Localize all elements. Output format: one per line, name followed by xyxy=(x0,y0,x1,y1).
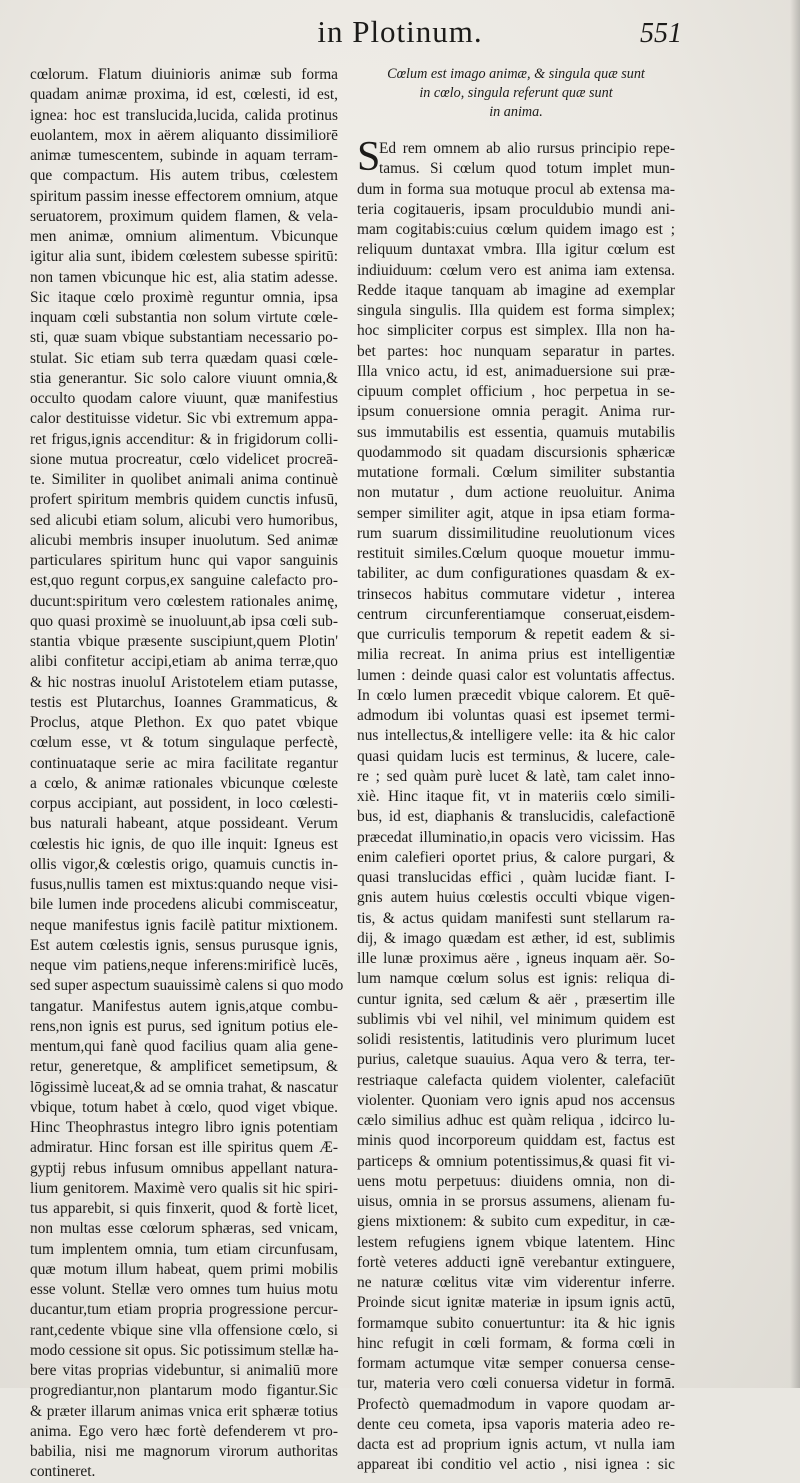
text-line: ille lunæ proximus aëre , igneus inquam aër. So- xyxy=(357,950,675,967)
text-line: babilia, nisi me magnorum virorum authoritas xyxy=(30,1443,338,1460)
text-line: modo cessione sit opus. Sic potissimum stellæ ha- xyxy=(30,1341,339,1359)
text-line: quodammodo sit quadam discursionis sphæricæ xyxy=(357,443,675,461)
text-line: sus immutabilis est essentia, quamuis mutabilis xyxy=(357,423,675,441)
text-line: trinsecos habitus commutare videtur , interea xyxy=(357,585,675,603)
text-line: vbique, totum habet à cœlo, quod viget vbique. xyxy=(30,1098,338,1116)
text-line: neque vim patiens,neque inferens:mirificè lucēs, xyxy=(30,957,338,974)
text-line: nus intellectus,& intelligere velle: ita & hic calor xyxy=(357,727,675,745)
text-line: violenter. Quoniam vero ignis apud nos accensus xyxy=(357,1091,675,1109)
text-line: solidi resistentis, latitudinis vero plurimum lucet xyxy=(357,1031,675,1048)
text-line: Cœlum est imago animæ, & singula quæ sunt xyxy=(387,66,645,82)
left-column xyxy=(30,65,344,1483)
text-line: seruatorem, proximum quidem flamen, & vela- xyxy=(30,207,338,225)
text-line: minis quod incorporeum quiddam est, factus est xyxy=(357,1132,675,1150)
text-line: ne naturæ cœlitus vitæ vim viderentur inferre. xyxy=(357,1274,675,1291)
text-line: quæ motum illum habeat, quem primi mobilis xyxy=(30,1260,338,1278)
text-line: quasi translucidas effici , quàm lucidæ fiant. I- xyxy=(357,869,675,886)
text-line: bet partes: hoc nunquam separatur in partes. xyxy=(357,342,675,360)
text-line: tur, materia vero cœli conuersa videtur in formā. xyxy=(357,1375,675,1393)
text-line: præcedat illuminatio,in opacis vero vicissim. Has xyxy=(357,828,675,846)
text-line: milia recreat. In anima prius est intelligentiæ xyxy=(357,646,675,664)
text-line: ducunt:spiritum vero cœlestem rationales animę, xyxy=(30,592,338,610)
text-line: tabiliter, ac dum configurationes quasdam & ex- xyxy=(357,565,675,583)
text-line: retur, generetque, & amplificet semetipsum, & xyxy=(30,1058,338,1076)
text-line: continuataque serie ac mira facilitate regantur xyxy=(30,754,338,772)
text-line: a cœlo, & animæ rationales vbicunque cœleste xyxy=(30,774,338,792)
text-line: euolantem, mox in aërem aliquanto dissimiliorē xyxy=(30,126,338,144)
text-line: Est autem cœlestis ignis, sensus purusque ignis, xyxy=(30,936,338,954)
text-line: formam actumque vitæ semper conuersa cense- xyxy=(357,1355,675,1372)
text-line: semper similiter agit, atque in ipsa etiam forma- xyxy=(357,504,675,522)
text-line: calor destituisse videtur. Sic vbi extremum appa- xyxy=(30,410,338,428)
text-line: xiè. Hinc itaque fit, vt in materiis cœlo simili- xyxy=(357,788,675,805)
text-line: lum namque cœlum solus est ignis: reliqua di- xyxy=(357,970,675,988)
text-line: & hic nostras inuoluI Aristotelem etiam putasse, xyxy=(30,673,338,691)
text-line: tis, & actus quidam manifesti sunt stellarum ra- xyxy=(357,909,675,927)
text-line: sed alicubi etiam solum, alicubi vero humoribus, xyxy=(30,511,338,529)
text-line: uens motu perpetuus: diuidens omnia, non di- xyxy=(357,1172,675,1190)
text-line: sione mutua procreatur, cœlo videlicet procreā- xyxy=(30,450,338,468)
text-line: tus apparebit, si quis finxerit, quod & fortè licet, xyxy=(30,1200,338,1217)
text-line: ducantur,tum etiam propria progressione percur- xyxy=(30,1301,338,1319)
text-line: bile lumen inde procedens alicubi commisceatur, xyxy=(30,896,338,914)
text-line: cœlum esse, vt & totum singulaque perfectè, xyxy=(30,734,338,752)
text-line: fusus,nullis tamen est mixtus:quando neque visi- xyxy=(30,876,338,893)
text-line: que compactum. His autem tribus, cœlestem xyxy=(30,167,338,185)
text-line: rens,non ignis est purus, sed ignitum potius ele- xyxy=(30,1017,338,1035)
text-line: esse volunt. Stellæ vero omnes tum huius motu xyxy=(30,1281,338,1298)
text-line: lumen : deinde quasi calor est voluntatis affectus. xyxy=(357,666,675,684)
text-line: Ed rem omnem ab alio rursus principio repe- xyxy=(379,140,675,157)
text-line: Sic itaque cœlo proximè reguntur omnia, ipsa xyxy=(30,288,338,306)
text-line: reliquum duntaxat vmbra. Illa igitur cœlum est xyxy=(357,241,675,259)
text-line: bere vitas proprias videbuntur, si animaliū more xyxy=(30,1362,338,1379)
text-line: non mutatur , dum actione reuoluitur. Anima xyxy=(357,484,675,502)
text-line: restituit similes.Cœlum quoque mouetur immu- xyxy=(357,545,675,562)
page-header xyxy=(0,14,800,64)
text-line: tamus. Si cœlum quod totum implet mun- xyxy=(379,160,675,178)
text-line: Hinc Theophrastus integro libro ignis potentiam xyxy=(30,1119,338,1136)
drop-cap: S xyxy=(357,134,381,180)
text-line: rant,cedente vbique sine vlla offensione cœlo, si xyxy=(30,1321,338,1339)
text-line: centrum circunferentiamque conseruat,eisdem- xyxy=(357,605,675,623)
text-line: re ; sed quàm purè lucet & latè, tam calet inno- xyxy=(357,767,675,785)
text-line: ignea: hoc est translucida,lucida, calida protinus xyxy=(30,106,338,124)
text-line: dacta est ad proprium ignis actum, vt nulla iam xyxy=(357,1436,675,1453)
text-line: occulto quodam calore viuunt, quæ manifestius xyxy=(30,390,338,407)
text-line: fortè veteres adducti ignē verebantur extinguere, xyxy=(357,1253,675,1271)
text-line: sublimis vbi vel nihil, vel minimum quidem est xyxy=(357,1010,675,1028)
text-line: purius, caletque suauius. Aqua vero & terra, ter- xyxy=(357,1051,675,1069)
marginal-note xyxy=(357,65,675,122)
text-line: quo quasi proximè se inuoluunt,ab ipsa cœli sub- xyxy=(30,612,338,630)
text-line: In cœlo lumen præcedit vbique calorem. Et quē- xyxy=(357,686,675,704)
running-head: in Plotinum. xyxy=(317,14,483,49)
text-line: Profectò quemadmodum in vapore quodam ar- xyxy=(357,1395,675,1413)
text-line: ret frigus,ignis accenditur: & in frigidorum colli- xyxy=(30,430,338,448)
text-line: dij, & imago quædam est æther, id est, sublimis xyxy=(357,929,675,947)
text-line: inquam cœli substantia non solum virtute cœle- xyxy=(30,309,338,326)
text-line: enim calefieri oportet prius, & calore purgari, & xyxy=(357,848,675,866)
right-column xyxy=(357,65,675,1476)
text-line: sti, quæ suam vbique substantiam necessario po- xyxy=(30,329,338,347)
text-line: cuntur ignita, sed cælum & aër , præsertim ille xyxy=(357,990,675,1008)
right-column-text xyxy=(357,180,675,1476)
text-line: appareat ibi conditio vel actio , nisi ignea : sic xyxy=(357,1456,675,1474)
text-line: bus naturali habeant, atque possideant. Verum xyxy=(30,815,338,833)
text-line: teria cogitaueris, ipsam proculdubio mundi ani- xyxy=(357,200,675,218)
text-line: cipuum complet officium , hoc perpetua in se- xyxy=(357,383,675,400)
text-line: animæ tumescentem, subinde in aquam terram- xyxy=(30,147,338,164)
text-line: que curriculis temporum & repetit eadem & si- xyxy=(357,626,675,643)
text-line: mentum,qui fanè quod facilius quam alia gene- xyxy=(30,1038,338,1055)
text-line: admodum ibi voluntas quasi est ipsemet termi- xyxy=(357,707,675,724)
text-line: rum suarum dissimilitudine reuolutionum vices xyxy=(357,524,675,542)
text-line: lōgissimè luceat,& ad se omnia trahat, & nascatur xyxy=(30,1078,338,1096)
text-line: est,quo regunt corpus,ex sanguine calefacto pro- xyxy=(30,572,338,590)
text-line: profert spiritum membris quidem cunctis infusū, xyxy=(30,491,338,509)
text-line: non multas esse cœlorum sphæras, sed vnicam, xyxy=(30,1220,338,1238)
text-line: Illa vnico actu, id est, animaduersione sui præ- xyxy=(357,362,675,380)
text-line: cœlestis hic ignis, de quo ille inquit: Igneus est xyxy=(30,835,338,853)
text-line: corpus accipiant, aut possident, in loco cœlesti- xyxy=(30,795,338,812)
text-line: progrediantur,non plantarum modo figantur.Sic xyxy=(30,1382,338,1400)
text-line: bus, id est, diaphanis & translucidis, calefactionē xyxy=(357,808,675,826)
page-number: 551 xyxy=(640,18,682,49)
text-line: restriaque calefacta quidem violenter, calefaciūt xyxy=(357,1071,675,1089)
text-line: hinc refugit in cœli formam, & forma cœli in xyxy=(357,1334,675,1352)
text-line: uisus, omnia in se prorsus assumens, alienam fu- xyxy=(357,1193,675,1210)
text-line: in anima. xyxy=(489,104,543,120)
text-line: quadam animæ proxima, id est, cœlesti, id est, xyxy=(30,86,338,104)
text-line: mutatione formali. Cœlum similiter substantia xyxy=(357,464,675,481)
text-line: lestem refugiens ignem vbique latentem. Hinc xyxy=(357,1233,675,1251)
text-line: stia generantur. Sic solo calore viuunt omnia,& xyxy=(30,369,338,387)
text-line: quasi quidam lucis est terminus, & lucere, cale- xyxy=(357,747,675,765)
text-line: men animæ, omnium alimentum. Vbicunque xyxy=(30,228,338,245)
text-line: spiritum passim inesse effectorem omnium, atque xyxy=(30,187,338,205)
text-line: gyptij rebus infusum omnibus appellant natura- xyxy=(30,1159,338,1177)
text-line: tum implentem omnia, tum etiam circunfusam, xyxy=(30,1240,338,1258)
opening-paragraph xyxy=(357,134,675,180)
text-line: alicubi membris insuper inuolutum. Sed animæ xyxy=(30,531,338,549)
text-line: particeps & omnium potentissimus,& quasi fit vi- xyxy=(357,1152,675,1170)
text-line: admiratur. Hinc forsan est ille spiritus quem Æ- xyxy=(30,1139,338,1157)
text-line: tangatur. Manifestus autem ignis,atque combu- xyxy=(30,997,338,1015)
text-line: cœlorum. Flatum diuinioris animæ sub forma xyxy=(30,66,338,83)
page-edge-shadow xyxy=(790,0,800,1388)
text-line: te. Similiter in quolibet animali anima continuè xyxy=(30,471,338,488)
text-line: stantia vbique præsente suscipiunt,quem Plotin' xyxy=(30,633,338,650)
text-line: ipsum conuersione omnia peragit. Anima rur- xyxy=(357,403,675,421)
text-line: particulares spiritum hunc qui vapor sanguinis xyxy=(30,552,338,569)
text-line: ollis vigor,& cœlestis origo, quamuis cunctis in- xyxy=(30,855,338,873)
text-line: Proclus, atque Plethon. Ex quo patet vbique xyxy=(30,714,338,731)
drop-cap-lines xyxy=(357,139,675,180)
text-line: igitur alia sunt, ibidem cœlestem subesse spiritū: xyxy=(30,248,338,266)
text-line: cælo similius adhuc est quàm reliqua , idcirco lu- xyxy=(357,1112,675,1129)
text-line: sed super aspectum suauissimè calens si quo modo xyxy=(30,977,344,995)
text-line: Proinde sicut ignitæ materiæ in ipsum ignis actū, xyxy=(357,1294,675,1312)
text-line: Redde itaque tanquam ab imagine ad exemplar xyxy=(357,281,675,299)
text-line: hoc simpliciter corpus est simplex. Illa non ha- xyxy=(357,322,675,340)
text-line: alibi confitetur accipi,etiam ab anima terræ,quo xyxy=(30,653,338,671)
text-line: singula singulis. Illa quidem est forma simplex; xyxy=(357,302,675,319)
text-line: formamque subito conuertuntur: ita & hic ignis xyxy=(357,1314,675,1332)
text-line: indiuiduum: cœlum vero est anima iam extensa. xyxy=(357,261,675,279)
text-line: & præter illarum animas vnica erit sphæræ totius xyxy=(30,1402,338,1420)
text-line: non tamen vbicunque hic est, alia statim adesse. xyxy=(30,268,338,286)
text-line: dente ceu cometa, ipsa vaporis materia adeo re- xyxy=(357,1415,675,1433)
text-line: contineret. xyxy=(30,1463,96,1481)
text-line: testis est Plutarchus, Ioannes Grammaticus, & xyxy=(30,693,338,711)
text-line: mam cogitabis:cuius cœlum quidem imago est ; xyxy=(357,221,675,238)
text-line: lium genitorem. Maximè vero qualis sit hic spiri- xyxy=(30,1179,338,1197)
text-line: stulat. Sic etiam sub terra quædam quasi cœle- xyxy=(30,349,338,367)
text-line: in cœlo, singula referunt quæ sunt xyxy=(419,85,613,101)
text-line: giens mixtionem: & subito cum expeditur, in cæ- xyxy=(357,1213,675,1231)
text-line: gnis autem huius cœlestis occulti vbique vigen- xyxy=(357,889,675,907)
text-line: neque manifestus ignis facilè patitur mixtionem. xyxy=(30,916,338,934)
text-line: anima. Ego vero hæc fortè defenderem vt pro- xyxy=(30,1422,338,1440)
text-line: dum in forma sua motuque procul ab extensa ma- xyxy=(357,180,675,198)
